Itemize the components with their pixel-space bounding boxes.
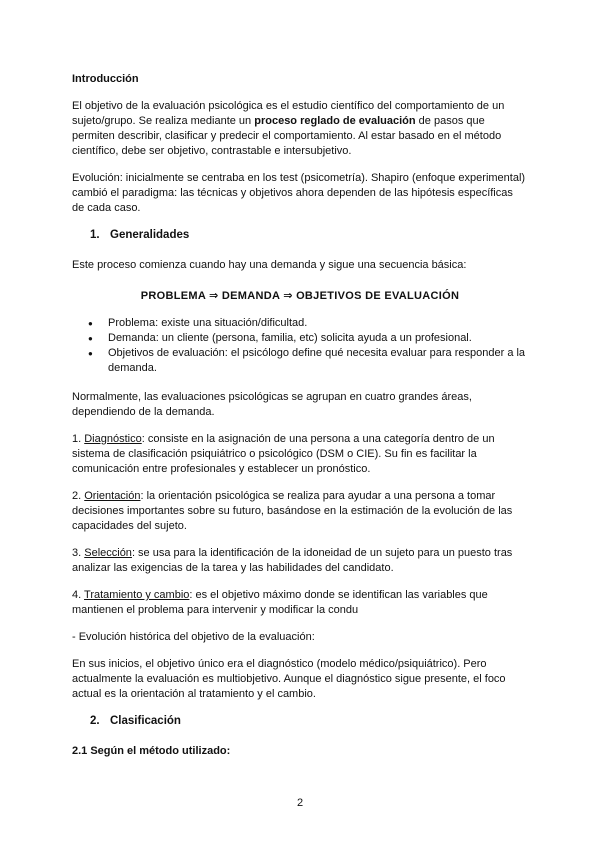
intro-p1-text-b: de pasos que permiten describir, clasificar y predecir el comportamiento. Al estar basado en el método científico, debe ser objetivo, contrastable e intersubjetivo. (72, 115, 502, 157)
history-text: En sus inicios, el objetivo único era el diagnóstico (modelo médico/psiquiátrico). Pero actualmente la evaluación es multiobjetivo. Aunque el diagnóstico sigue presente, el foco actual es la orientación al tratamiento y el cambio. (72, 658, 506, 700)
intro-paragraph-1 (72, 99, 528, 159)
area-term: Orientación (84, 490, 141, 502)
intro-paragraph-2: Evolución: inicialmente se centraba en los test (psicometría). Shapiro (enfoque experimental) cambió el paradigma: las técnicas y objetivos ahora dependen de las hipótesis específicas de cada caso. (72, 172, 526, 214)
section-2-heading (72, 714, 528, 729)
process-formula: PROBLEMA ⇒ DEMANDA ⇒ OBJETIVOS DE EVALUACIÓN (140, 290, 460, 302)
list-item: ● Objetivos de evaluación: el psicólogo define qué necesita evaluar para responder a la demanda. (72, 346, 528, 376)
section-1-heading (72, 228, 528, 243)
area-number: 3. (72, 547, 85, 559)
process-bullet-list (72, 316, 528, 376)
area-tratamiento (72, 588, 528, 618)
area-text: : se usa para la identificación de la idoneidad de un sujeto para un puesto tras analizar las exigencias de la tarea y las habilidades del candidato. (72, 547, 513, 574)
intro-heading: Introducción (72, 73, 139, 85)
area-term: Selección (84, 547, 132, 559)
area-text: : la orientación psicológica se realiza para ayudar a una persona a tomar decisiones importantes sobre su futuro, basándose en la estimación de la evolución de las capacidades del sujeto. (72, 490, 513, 532)
area-orientacion (72, 489, 528, 534)
area-text: : consiste en la asignación de una persona a una categoría dentro de un sistema de clasificación psiquiátrico o psicológico (DSM o CIE). Su fin es facilitar la comunicación entre profesionales y establecer un pronóstico. (72, 433, 495, 475)
area-number: 1. (72, 433, 85, 445)
history-title: - Evolución histórica del objetivo de la evaluación: (72, 631, 315, 643)
section-2-title: Clasificación (110, 715, 181, 727)
page-number: 2 (296, 797, 304, 809)
intro-p1-text-a: El objetivo de la evaluación psicológica es el estudio científico del comportamiento de un sujeto/grupo. Se realiza mediante un (72, 100, 505, 127)
area-seleccion (72, 546, 528, 576)
list-item: ● Demanda: un cliente (persona, familia, etc) solicita ayuda a un profesional. (72, 331, 528, 346)
intro-p1-bold: proceso reglado de evaluación (254, 115, 416, 127)
area-diagnostico (72, 432, 528, 477)
area-number: 4. (72, 589, 85, 601)
section-1-number: 1. (90, 229, 100, 241)
area-term: Tratamiento y cambio (84, 589, 190, 601)
section-1-title: Generalidades (110, 229, 190, 241)
section-1-lead: Este proceso comienza cuando hay una demanda y sigue una secuencia básica: (72, 259, 467, 271)
page-content (72, 72, 528, 759)
area-term: Diagnóstico (84, 433, 142, 445)
section-2-number: 2. (90, 715, 100, 727)
area-text: : es el objetivo máximo donde se identifican las variables que mantienen el problema para intervenir y modificar la condu (72, 589, 488, 616)
areas-intro: Normalmente, las evaluaciones psicológicas se agrupan en cuatro grandes áreas, dependiendo de la demanda. (72, 391, 472, 418)
subsection-2-1-heading: 2.1 Según el método utilizado: (72, 745, 231, 757)
area-number: 2. (72, 490, 85, 502)
list-item: ● Problema: existe una situación/dificultad. (72, 316, 528, 331)
